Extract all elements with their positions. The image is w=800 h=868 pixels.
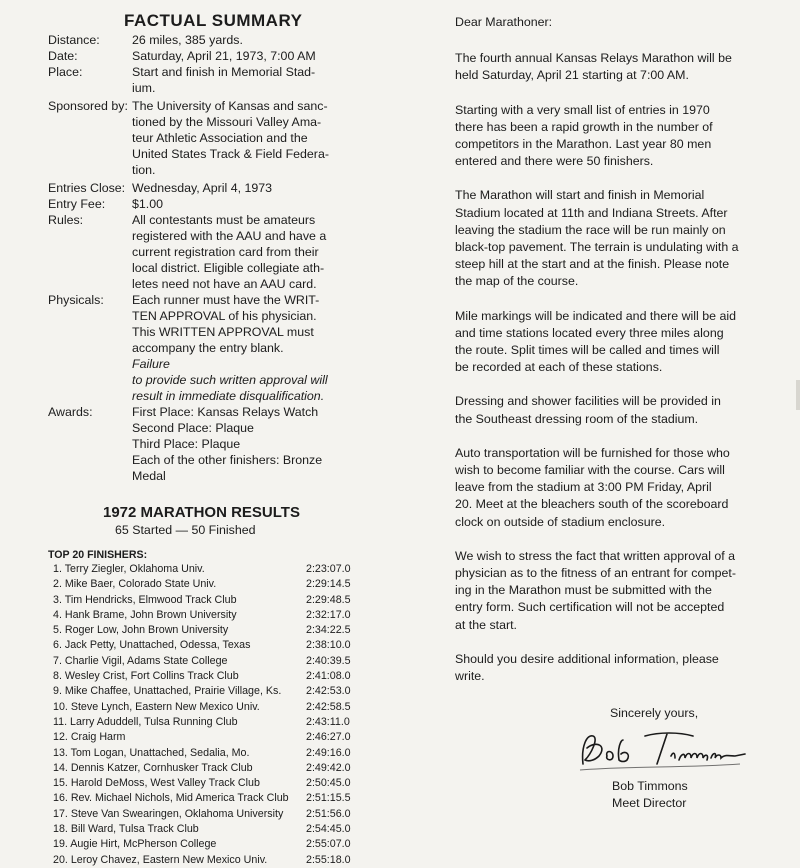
summary-value (132, 404, 378, 484)
letter-line: ing in the Marathon must be submitted with the (455, 583, 712, 598)
letter-paragraph (455, 50, 775, 84)
summary-value-line: current registration card from their (132, 245, 319, 259)
finisher-time: 2:38:10.0 (306, 639, 351, 652)
summary-row (48, 64, 378, 96)
letter-line: Stadium located at 11th and Indiana Streets. After (455, 205, 728, 220)
results-title: 1972 MARATHON RESULTS (103, 504, 300, 521)
summary-value-line: $1.00 (132, 197, 164, 211)
finisher-time: 2:51:15.5 (306, 792, 351, 805)
letter-line: be recorded at each of these stations. (455, 360, 663, 375)
finisher-name: 5. Roger Low, John Brown University (53, 624, 229, 637)
summary-value (132, 32, 378, 48)
letter-line: leave from the stadium at 3:00 PM Friday, April (455, 480, 712, 495)
top-finishers-label: TOP 20 FINISHERS: (48, 549, 148, 561)
finisher-name: 16. Rev. Michael Nichols, Mid America Track Club (53, 792, 289, 805)
finisher-time: 2:49:16.0 (306, 746, 351, 759)
letter-line: wish to become familiar with the course. Cars will (455, 463, 725, 478)
summary-value-line: United States Track & Field Federa- (132, 147, 329, 161)
letter-line: We wish to stress the fact that written approval of a (455, 548, 736, 563)
finisher-time: 2:43:11.0 (306, 715, 350, 728)
finisher-time: 2:54:45.0 (306, 823, 351, 836)
finisher-row (48, 761, 378, 776)
finisher-time: 2:34:22.5 (306, 624, 351, 637)
finisher-time: 2:49:42.0 (306, 761, 351, 774)
finisher-name: 1. Terry Ziegler, Oklahoma Univ. (53, 563, 205, 575)
summary-row (48, 180, 378, 196)
summary-value (132, 180, 378, 196)
factual-summary-list (48, 32, 378, 484)
summary-value-line: letes need not have an AAU card. (132, 277, 317, 291)
letter-paragraph (455, 187, 775, 290)
finisher-row (48, 608, 378, 623)
finisher-row (48, 837, 378, 852)
finisher-name: 11. Larry Aduddell, Tulsa Running Club (53, 715, 238, 728)
summary-value-line: Each of the other finishers: Bronze (132, 453, 323, 467)
finisher-time: 2:41:08.0 (306, 670, 351, 683)
summary-row (48, 292, 378, 404)
signature-image (575, 726, 750, 776)
summary-value-line: Second Place: Plaque (132, 421, 254, 435)
finisher-row (48, 715, 378, 730)
summary-value-line: All contestants must be amateurs (132, 213, 316, 227)
letter-line: steep hill at the start and at the finish. Please note (455, 257, 730, 272)
finishers-list (48, 562, 378, 868)
summary-value-line: ium. (132, 81, 156, 95)
summary-value-line: TEN APPROVAL of his physician. (132, 309, 317, 323)
summary-label: Awards: (48, 405, 93, 419)
summary-label: Rules: (48, 213, 84, 227)
summary-value (132, 212, 378, 292)
finisher-name: 7. Charlie Vigil, Adams State College (53, 654, 228, 667)
summary-value (132, 98, 378, 178)
letter-line: black-top pavement. The terrain is undulating with a (455, 240, 739, 255)
finisher-time: 2:51:56.0 (306, 807, 351, 820)
letter-line: the map of the course. (455, 274, 579, 289)
summary-row (48, 48, 378, 64)
letter-line: physician as to the fitness of an entrant for compet- (455, 566, 737, 581)
letter-line: write. (455, 669, 485, 684)
letter-paragraph (455, 102, 775, 171)
left-column (48, 10, 378, 868)
summary-label: Sponsored by: (48, 99, 128, 113)
finisher-time: 2:29:48.5 (306, 593, 351, 606)
finisher-name: 17. Steve Van Swearingen, Oklahoma University (53, 807, 284, 820)
summary-label: Physicals: (48, 293, 104, 307)
summary-value-line: registered with the AAU and have a (132, 229, 327, 243)
summary-label: Entry Fee: (48, 197, 106, 211)
results-subtitle: 65 Started — 50 Finished (115, 523, 256, 537)
summary-row (48, 196, 378, 212)
letter-line: Mile markings will be indicated and there will be aid (455, 308, 736, 323)
finisher-row (48, 684, 378, 699)
summary-value (132, 48, 378, 64)
finisher-row (48, 853, 378, 868)
summary-value-italic-line: result in immediate disqualification. (132, 389, 325, 403)
summary-value-line: Medal (132, 469, 166, 483)
letter-line: 20. Meet at the bleachers south of the scoreboard (455, 497, 729, 512)
finisher-name: 10. Steve Lynch, Eastern New Mexico Univ. (53, 700, 260, 713)
signer-name: Bob Timmons (612, 779, 688, 793)
letter-paragraph (455, 445, 775, 531)
finisher-name: 18. Bill Ward, Tulsa Track Club (53, 823, 199, 836)
finisher-time: 2:50:45.0 (306, 777, 351, 790)
finisher-row (48, 822, 378, 837)
letter-line: the Southeast dressing room of the stadium. (455, 411, 699, 426)
finisher-name: 8. Wesley Crist, Fort Collins Track Club (53, 670, 239, 683)
summary-value-line: Saturday, April 21, 1973, 7:00 AM (132, 49, 316, 63)
finisher-name: 12. Craig Harm (53, 731, 126, 744)
summary-value-line: Third Place: Plaque (132, 437, 241, 451)
letter-paragraph (455, 548, 775, 634)
letter-line: Auto transportation will be furnished for those who (455, 445, 730, 460)
finisher-name: 9. Mike Chaffee, Unattached, Prairie Village, Ks. (53, 685, 282, 698)
summary-label: Date: (48, 49, 78, 63)
finisher-time: 2:40:39.5 (306, 654, 351, 667)
letter-line: The Marathon will start and finish in Memorial (455, 188, 705, 203)
finisher-row (48, 700, 378, 715)
finisher-name: 4. Hank Brame, John Brown University (53, 608, 237, 621)
letter-line: Should you desire additional information, please (455, 651, 719, 666)
finisher-row (48, 791, 378, 806)
summary-value-italic-line: Failure (132, 357, 170, 371)
summary-label: Place: (48, 65, 83, 79)
summary-label: Distance: (48, 33, 100, 47)
letter-line: entered and there were 50 finishers. (455, 154, 654, 169)
finisher-row (48, 623, 378, 638)
finisher-row (48, 776, 378, 791)
finisher-time: 2:23:07.0 (306, 563, 351, 575)
summary-row (48, 212, 378, 292)
finisher-time: 2:55:07.0 (306, 838, 351, 851)
letter-line: Dressing and shower facilities will be provided in (455, 394, 721, 409)
summary-value-italic-line: to provide such written approval will (132, 373, 328, 387)
finisher-row (48, 593, 378, 608)
finisher-row (48, 807, 378, 822)
letter-line: leaving the stadium the race will be run mainly on (455, 222, 726, 237)
signer-block (612, 778, 688, 812)
scan-edge-mark (796, 380, 800, 410)
finisher-name: 20. Leroy Chavez, Eastern New Mexico Univ. (53, 853, 268, 866)
summary-value-line: The University of Kansas and sanc- (132, 99, 328, 113)
letter-line: held Saturday, April 21 starting at 7:00 AM. (455, 68, 689, 83)
summary-value-line: This WRITTEN APPROVAL must (132, 325, 314, 339)
finisher-name: 6. Jack Petty, Unattached, Odessa, Texas (53, 639, 251, 652)
finisher-row (48, 562, 378, 577)
letter-line: entry form. Such certification will not be accepted (455, 600, 725, 615)
letter-closing: Sincerely yours, (610, 706, 699, 720)
letter-paragraph (455, 393, 775, 427)
summary-value-line: First Place: Kansas Relays Watch (132, 405, 319, 419)
finisher-row (48, 638, 378, 653)
finisher-name: 15. Harold DeMoss, West Valley Track Club (53, 777, 260, 790)
summary-value-line: Each runner must have the WRIT- (132, 293, 320, 307)
summary-row (48, 32, 378, 48)
summary-value-line: Wednesday, April 4, 1973 (132, 181, 273, 195)
summary-value-line: accompany the entry blank. (132, 341, 284, 355)
finisher-row (48, 669, 378, 684)
summary-value-line: Start and finish in Memorial Stad- (132, 65, 316, 79)
finisher-row (48, 730, 378, 745)
summary-label: Entries Close: (48, 181, 126, 195)
right-column (455, 14, 775, 702)
letter-line: clock on outside of stadium enclosure. (455, 514, 666, 529)
finisher-row (48, 746, 378, 761)
finisher-time: 2:42:53.0 (306, 685, 351, 698)
summary-value (132, 292, 378, 404)
letter-line: and time stations located every three miles along (455, 325, 724, 340)
letter-body (455, 50, 775, 685)
summary-value-line: 26 miles, 385 yards. (132, 33, 243, 47)
letter-greeting: Dear Marathoner: (455, 15, 553, 29)
finisher-row (48, 577, 378, 592)
summary-value-line: local district. Eligible collegiate ath- (132, 261, 325, 275)
factual-summary-title: FACTUAL SUMMARY (124, 11, 303, 30)
finisher-time: 2:42:58.5 (306, 700, 351, 713)
summary-value-line: tioned by the Missouri Valley Ama- (132, 115, 322, 129)
letter-paragraph (455, 308, 775, 377)
finisher-name: 19. Augie Hirt, McPherson College (53, 838, 217, 851)
letter-line: The fourth annual Kansas Relays Marathon will be (455, 51, 732, 66)
finisher-name: 2. Mike Baer, Colorado State Univ. (53, 578, 217, 591)
finisher-row (48, 654, 378, 669)
letter-line: there has been a rapid growth in the number of (455, 119, 713, 134)
letter-line: at the start. (455, 617, 517, 632)
finisher-name: 14. Dennis Katzer, Cornhusker Track Club (53, 761, 253, 774)
finisher-name: 13. Tom Logan, Unattached, Sedalia, Mo. (53, 746, 250, 759)
letter-line: Starting with a very small list of entries in 1970 (455, 102, 710, 117)
finisher-time: 2:55:18.0 (306, 853, 351, 866)
summary-row (48, 404, 378, 484)
letter-line: competitors in the Marathon. Last year 80 men (455, 137, 712, 152)
summary-value (132, 64, 378, 96)
finisher-time: 2:29:14.5 (306, 578, 351, 591)
summary-value-line: teur Athletic Association and the (132, 131, 308, 145)
summary-value (132, 196, 378, 212)
letter-paragraph (455, 651, 775, 685)
summary-row (48, 98, 378, 178)
summary-value-line: tion. (132, 163, 156, 177)
signer-title: Meet Director (612, 796, 687, 810)
finisher-time: 2:46:27.0 (306, 731, 351, 744)
letter-line: the route. Split times will be called and times will (455, 343, 720, 358)
finisher-name: 3. Tim Hendricks, Elmwood Track Club (53, 593, 237, 606)
finisher-time: 2:32:17.0 (306, 608, 351, 621)
